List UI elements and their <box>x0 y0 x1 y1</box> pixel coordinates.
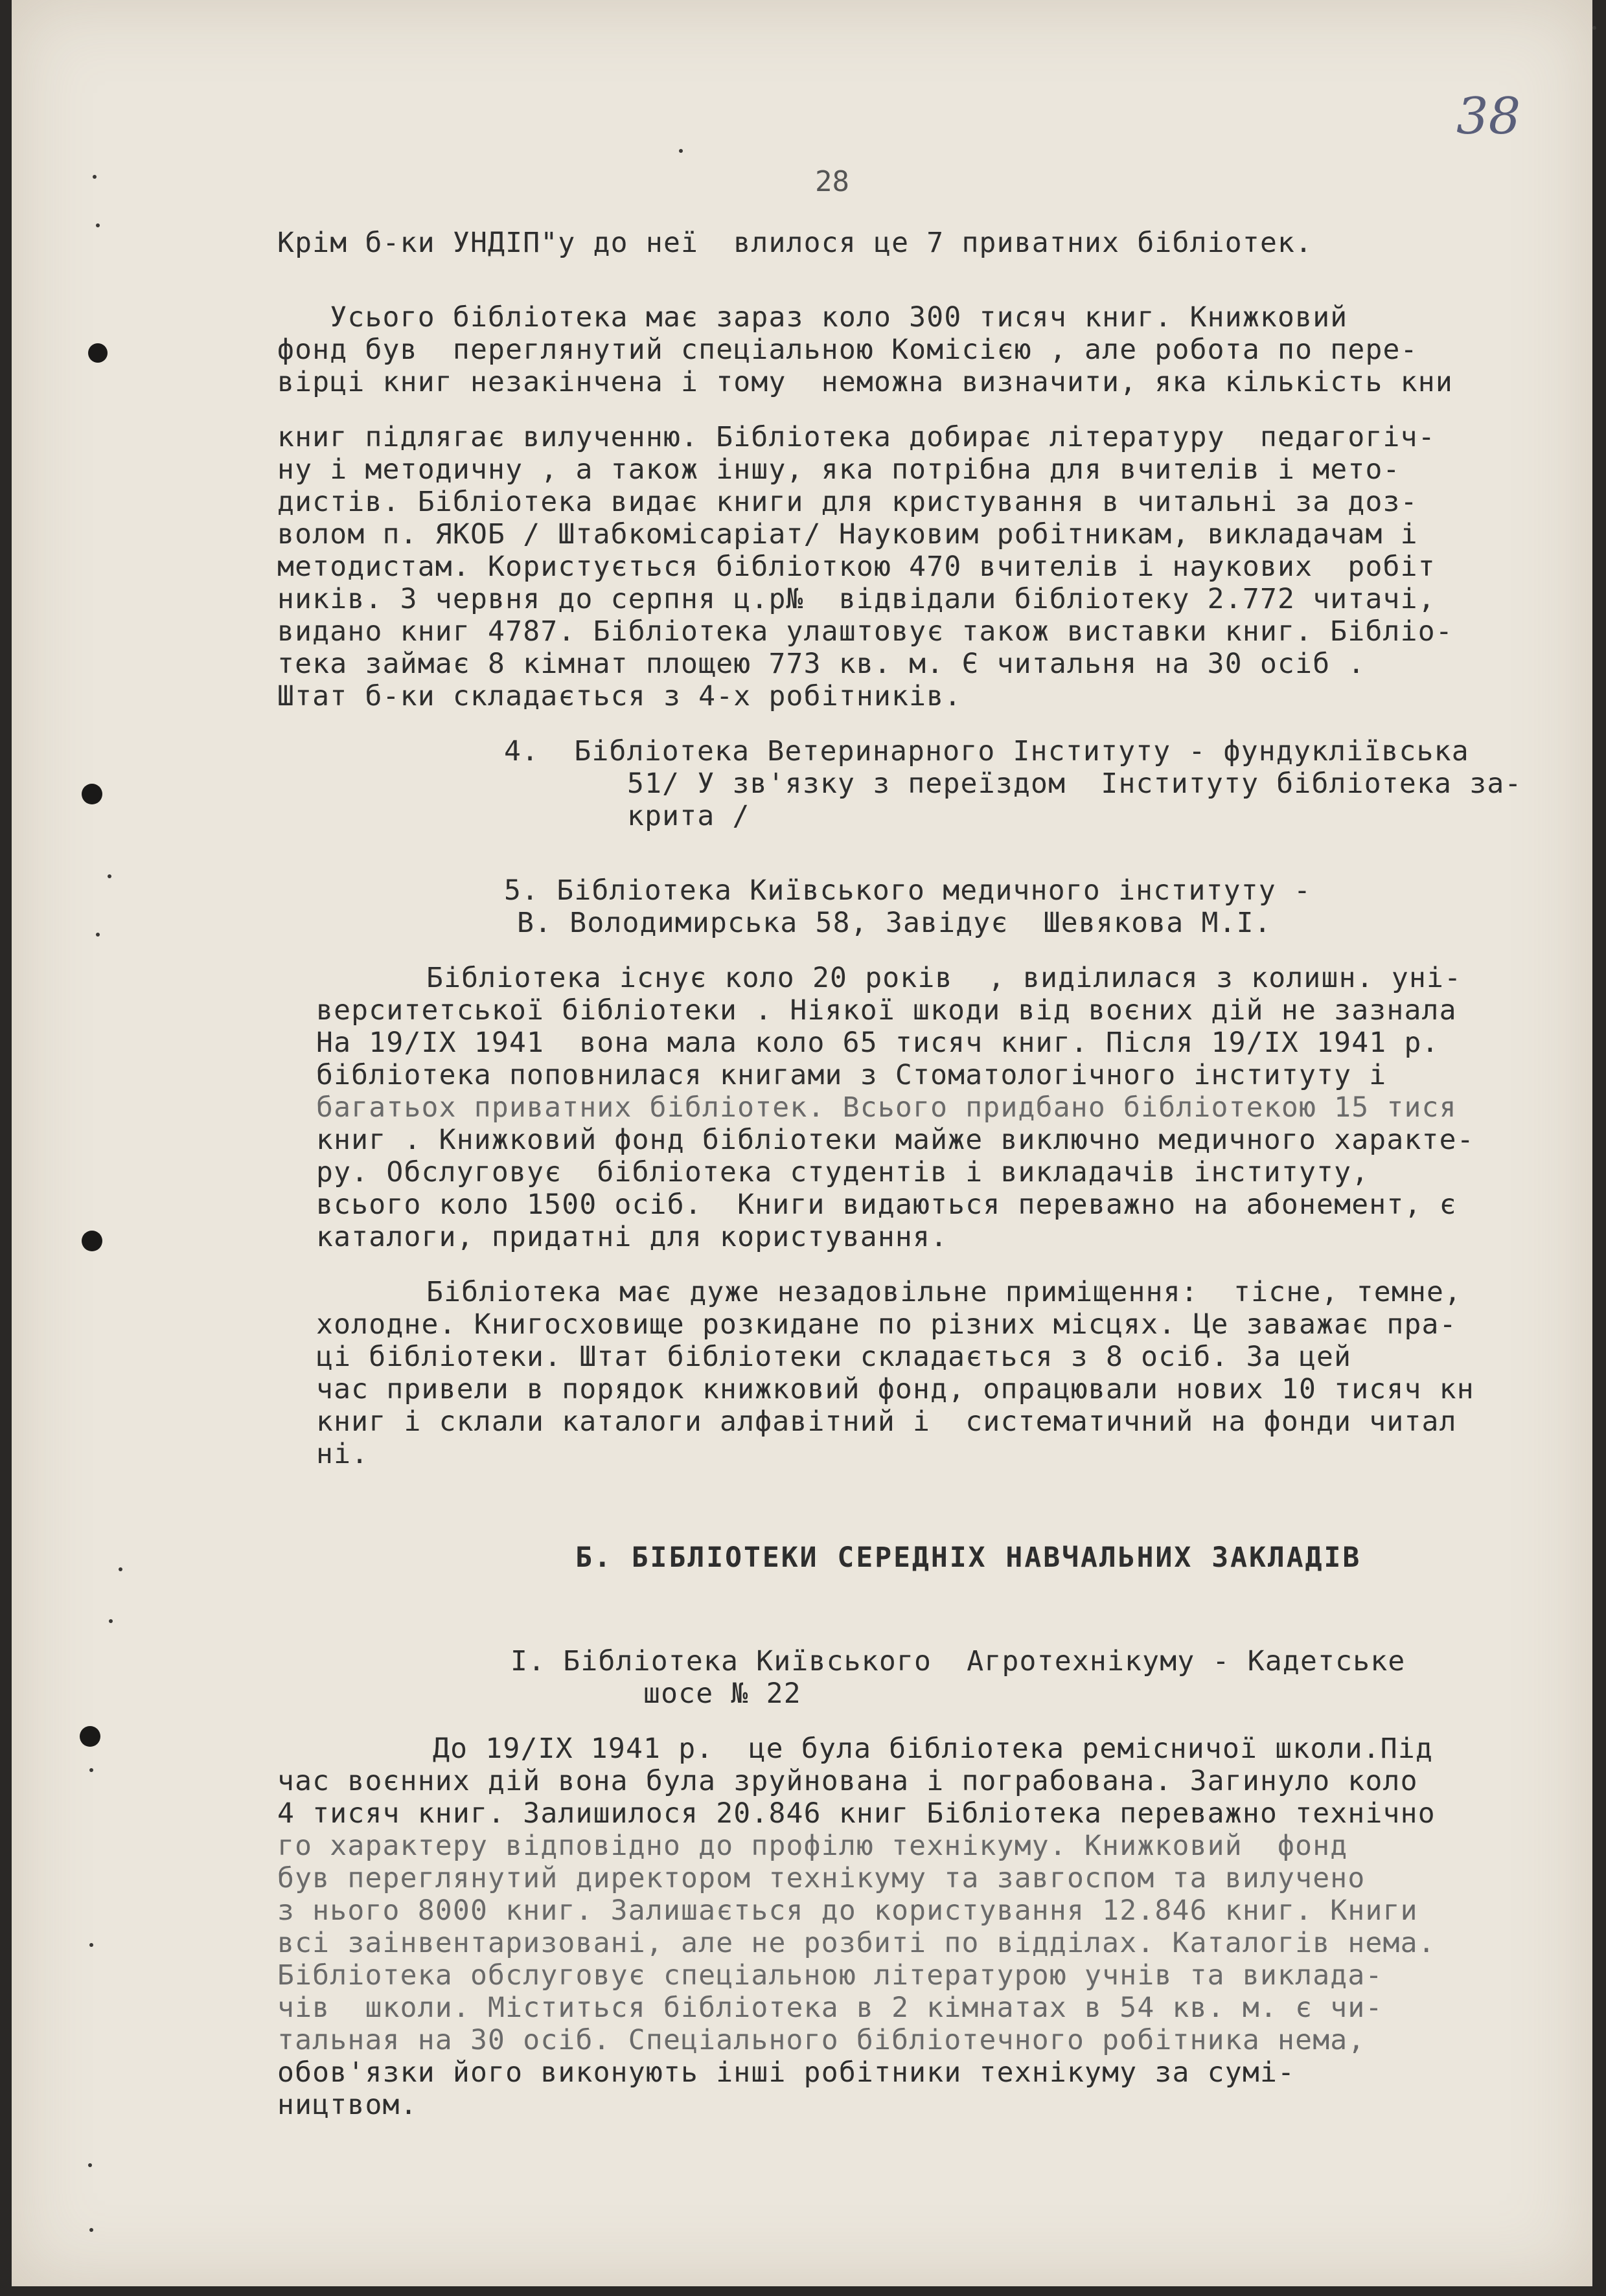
text-line: видано книг 4787. Бібліотека улаштовує також виставки книг. Бібліо- <box>277 615 1453 648</box>
text-line: з нього 8000 книг. Залишається до користування 12.846 книг. Книги <box>277 1894 1418 1927</box>
text-line: книг і склали каталоги алфавітний і систематичний на фонди читал <box>316 1405 1457 1438</box>
text-line: 51/ У зв'язку з переїздом Інституту бібліотека за- <box>627 767 1522 800</box>
text-line: ру. Обслуговує бібліотека студентів і викладачів інституту, <box>316 1156 1370 1188</box>
text-line: крита / <box>627 800 750 832</box>
text-line: час привели в порядок книжковий фонд, опрацювали нових 10 тисяч кн <box>316 1373 1474 1405</box>
text-line: До 19/ІХ 1941 р. це була бібліотека ремісничої школи.Під <box>433 1733 1434 1765</box>
punch-hole <box>88 343 108 363</box>
archive-page-number: 38 <box>1456 87 1521 146</box>
text-line: ництвом. <box>277 2089 418 2121</box>
text-line: книг підлягає вилученню. Бібліотека добирає літературу педагогіч- <box>277 421 1436 453</box>
page-number: 28 <box>815 165 849 198</box>
text-line: верситетської бібліотеки . Ніякої шкоди від воєних дій не зазнала <box>316 994 1457 1027</box>
text-line: був переглянутий директором технікуму та завгоспом та вилучено <box>277 1862 1366 1894</box>
text-line: Штат б-ки складається з 4-х робітників. <box>277 680 962 712</box>
text-line: Бібліотека існує коло 20 років , виділилася з колишн. уні- <box>426 962 1462 994</box>
text-line: Усього бібліотека має зараз коло 300 тисяч книг. Книжковий <box>277 301 1348 334</box>
text-line: багатьох приватних бібліотек. Всього придбано бібліотекою 15 тися <box>316 1091 1457 1124</box>
text-line: час воєнних дій вона була зруйнована і пограбована. Загинуло коло <box>277 1765 1418 1797</box>
text-line: На 19/ІХ 1941 вона мала коло 65 тисяч книг. Після 19/ІХ 1941 р. <box>316 1027 1440 1059</box>
document-body <box>277 227 1599 2121</box>
text-line: каталоги, придатні для користування. <box>316 1221 948 1253</box>
text-line: методистам. Користується бібліоткою 470 вчителів і наукових робіт <box>277 551 1436 583</box>
text-line: Крім б-ки УНДІП"у до неї влилося це 7 приватних бібліотек. <box>277 227 1313 259</box>
text-line: книг . Книжковий фонд бібліотеки майже виключно медичного характе- <box>316 1124 1474 1156</box>
document-page <box>12 0 1592 2286</box>
list-item-heading: 5. Бібліотека Київського медичного інституту - <box>504 874 1312 907</box>
text-line: ці бібліотеки. Штат бібліотеки складається з 8 осіб. За цей <box>316 1341 1352 1373</box>
text-line: тека займає 8 кімнат площею 773 кв. м. Є читальня на 30 осіб . <box>277 648 1366 680</box>
text-line: го характеру відповідно до профілю технікуму. Книжковий фонд <box>277 1830 1348 1862</box>
text-line: всі заінвентаризовані, але не розбиті по відділах. Каталогів нема. <box>277 1927 1436 1959</box>
punch-hole <box>82 1231 102 1251</box>
text-line: всього коло 1500 осіб. Книги видаються переважно на абонемент, є <box>316 1188 1457 1221</box>
text-line: фонд був переглянутий спеціальною Комісією , але робота по пере- <box>277 334 1418 366</box>
punch-hole <box>80 1726 100 1747</box>
text-line: ні. <box>316 1438 369 1470</box>
text-line: холодне. Книгосховище розкидане по різних місцях. Це заважає пра- <box>316 1308 1457 1341</box>
text-line: ників. З червня до серпня ц.р№ відвідали бібліотеку 2.772 читачі, <box>277 583 1436 615</box>
list-item-heading: 4. Бібліотека Ветеринарного Інституту - фундукліївська <box>504 735 1469 767</box>
text-line: чів школи. Міститься бібліотека в 2 кімнатах в 54 кв. м. є чи- <box>277 1992 1383 2024</box>
text-line: тальная на 30 осіб. Спеціального бібліотечного робітника нема, <box>277 2024 1366 2056</box>
text-line: 4 тисяч книг. Залишилося 20.846 книг Бібліотека переважно технічно <box>277 1797 1436 1830</box>
section-heading: Б. БІБЛІОТЕКИ СЕРЕДНІХ НАВЧАЛЬНИХ ЗАКЛАДІВ <box>575 1541 1362 1574</box>
punch-hole <box>82 784 102 804</box>
text-line: Бібліотека обслуговує спеціальною літературою учнів та виклада- <box>277 1959 1383 1992</box>
text-line: вірці книг незакінчена і тому неможна визначити, яка кількість кни <box>277 366 1453 398</box>
list-item-heading: І. Бібліотека Київського Агротехнікуму - Кадетське <box>510 1645 1406 1677</box>
text-line: обов'язки його виконують інші робітники технікуму за сумі- <box>277 2056 1296 2089</box>
text-line: Бібліотека має дуже незадовільне приміщення: тісне, темне, <box>426 1276 1462 1308</box>
text-line: ну і методичну , а також іншу, яка потрібна для вчителів і мето- <box>277 453 1401 486</box>
text-line: бібліотека поповнилася книгами з Стоматологічного інституту і <box>316 1059 1387 1091</box>
text-line: волом п. ЯКОБ / Штабкомісаріат/ Науковим робітникам, викладачам і <box>277 518 1418 551</box>
text-line: шосе № 22 <box>643 1677 801 1710</box>
text-line: В. Володимирська 58, Завідує Шевякова М.І. <box>517 907 1272 939</box>
text-line: дистів. Бібліотека видає книги для кристування в читальні за доз- <box>277 486 1418 518</box>
